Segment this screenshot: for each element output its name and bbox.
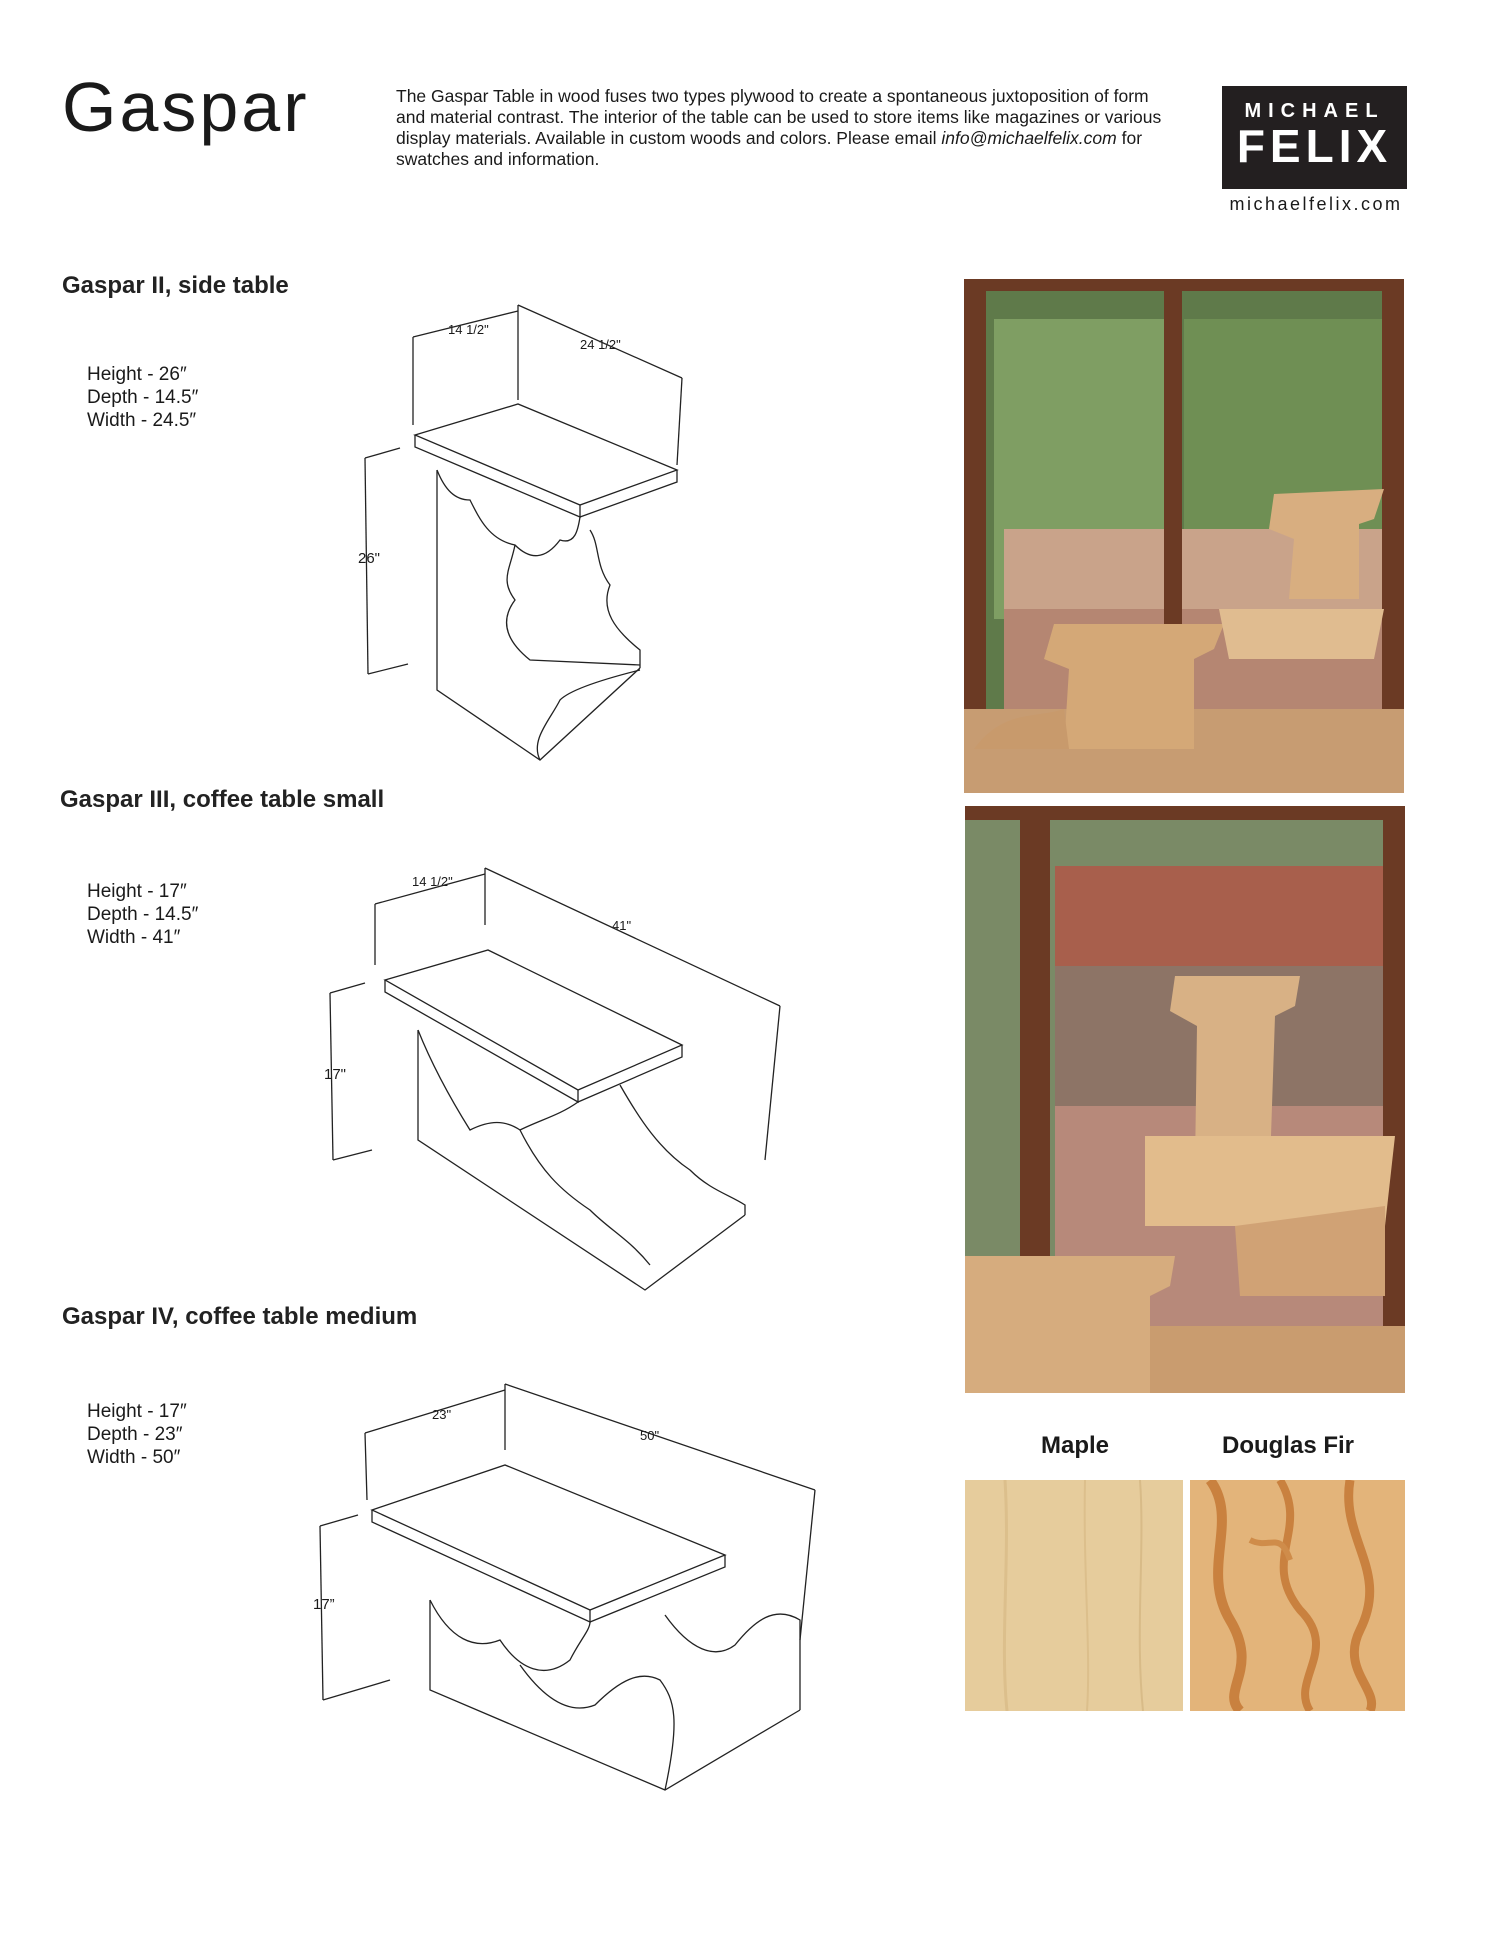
website-link[interactable]: michaelfelix.com	[1229, 194, 1403, 214]
spec-width: Width - 41″	[87, 927, 181, 948]
dim-depth-gaspar-iii: 14 1/2"	[412, 874, 453, 889]
dim-depth-gaspar-ii: 14 1/2"	[448, 322, 489, 337]
spec-height: Height - 17″	[87, 881, 187, 902]
intro-text: The Gaspar Table in wood fuses two types plywood to create a spontaneous juxtoposition of form and material contrast. The interior of the table can be used to store items like magazines or various display materials. Available in custom woods and colors. Please email	[396, 86, 1162, 148]
dim-depth-gaspar-iv: 23"	[432, 1407, 452, 1422]
photo-gaspar-iii-room	[965, 806, 1405, 1393]
swatch-douglas-fir	[1190, 1480, 1405, 1711]
product-heading-gaspar-ii: Gaspar II, side table	[62, 272, 289, 299]
page-title: Gaspar	[62, 68, 310, 146]
product-heading-gaspar-iv: Gaspar IV, coffee table medium	[62, 1303, 418, 1330]
drawing-gaspar-iv	[320, 1384, 815, 1790]
dim-height-gaspar-ii: 26"	[358, 550, 381, 567]
brand-logo	[1222, 86, 1407, 189]
product-heading-gaspar-iii: Gaspar III, coffee table small	[60, 786, 385, 813]
swatch-label-douglas-fir: Douglas Fir	[1221, 1432, 1354, 1459]
spec-width: Width - 24.5″	[87, 410, 197, 431]
email-link[interactable]: info@michaelfelix.com	[941, 128, 1117, 148]
logo-line-2: FELIX	[1236, 120, 1393, 172]
drawing-gaspar-ii	[365, 305, 682, 760]
swatch-label-maple: Maple	[1040, 1432, 1109, 1459]
spec-height: Height - 26″	[87, 364, 187, 385]
dim-height-gaspar-iv: 17”	[313, 1596, 335, 1613]
spec-depth: Depth - 14.5″	[87, 387, 199, 408]
spec-depth: Depth - 23″	[87, 1424, 183, 1445]
swatch-maple	[965, 1480, 1183, 1711]
intro-tail: for swatches and information.	[396, 128, 1143, 169]
dim-width-gaspar-ii: 24 1/2"	[580, 337, 621, 352]
photo-gaspar-ii-room	[964, 279, 1404, 793]
dim-width-gaspar-iii: 41"	[612, 918, 632, 933]
dim-height-gaspar-iii: 17"	[324, 1066, 347, 1083]
spec-width: Width - 50″	[87, 1447, 181, 1468]
dim-width-gaspar-iv: 50"	[640, 1428, 660, 1443]
drawing-gaspar-iii	[330, 868, 780, 1290]
spec-height: Height - 17″	[87, 1401, 187, 1422]
spec-depth: Depth - 14.5″	[87, 904, 199, 925]
logo-line-1: MICHAEL	[1244, 100, 1385, 122]
